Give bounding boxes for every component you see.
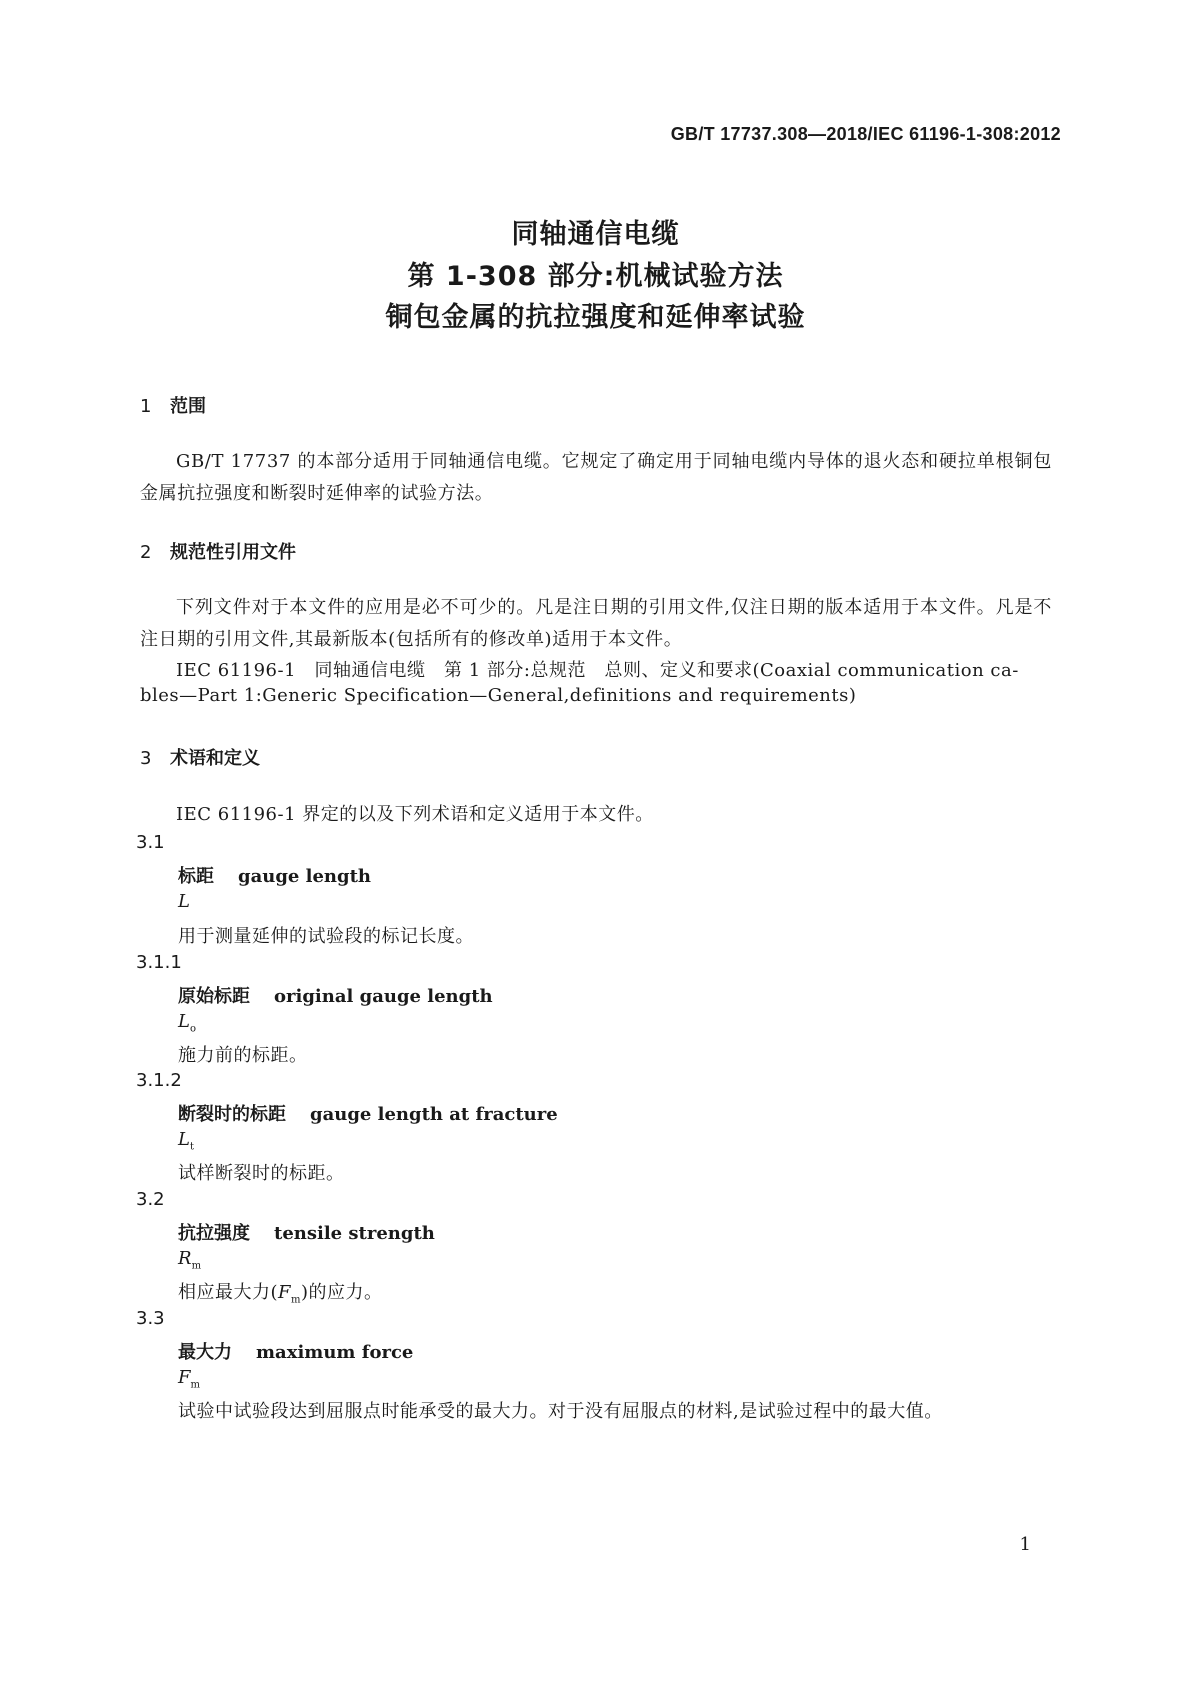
section-title: 规范性引用文件 — [170, 542, 296, 563]
term-symbol: $F_m$ — [178, 1367, 200, 1391]
term-number: 3.1.1 — [136, 952, 182, 973]
term-number: 3.3 — [136, 1308, 165, 1329]
page-number: 1 — [1019, 1534, 1031, 1555]
term-en: gauge length at fracture — [310, 1104, 558, 1125]
standard-number: GB/T 17737.308—2018/IEC 61196-1-308:2012 — [670, 124, 1061, 144]
title-line-3: 铜包金属的抗拉强度和延伸率试验 — [385, 302, 806, 333]
section-title: 术语和定义 — [170, 748, 260, 769]
title-line-2: 第 1-308 部分:机械试验方法 — [407, 261, 784, 292]
section-number: 1 — [140, 396, 152, 417]
term-number: 3.1.2 — [136, 1070, 182, 1091]
term-definition: 施力前的标距。 — [178, 1045, 308, 1066]
section-title: 范围 — [170, 396, 206, 417]
term-heading — [178, 862, 371, 888]
section-3-heading — [140, 744, 260, 770]
term-en: gauge length — [238, 866, 372, 887]
term-definition: 试样断裂时的标距。 — [178, 1163, 345, 1184]
reference-line-1: IEC 61196-1 同轴通信电缆 第 1 部分:总规范 总则、定义和要求(Coaxial communication ca- — [176, 660, 1019, 681]
title-line-1: 同轴通信电缆 — [511, 219, 680, 250]
section-number: 2 — [140, 542, 152, 563]
term-number: 3.2 — [136, 1189, 165, 1210]
term-symbol: $L_o$ — [178, 1011, 196, 1035]
section-1-paragraph: GB/T 17737 的本部分适用于同轴通信电缆。它规定了确定用于同轴电缆内导体的退火态和硬拉单根铜包金属抗拉强度和断裂时延伸率的试验方法。 — [140, 451, 1052, 504]
term-zh: 抗拉强度 — [178, 1223, 250, 1244]
term-heading — [178, 1100, 558, 1126]
term-number: 3.1 — [136, 832, 165, 853]
term-zh: 原始标距 — [178, 986, 250, 1007]
term-en: tensile strength — [274, 1223, 435, 1244]
term-en: maximum force — [256, 1342, 414, 1363]
term-zh: 最大力 — [178, 1342, 232, 1363]
term-en: original gauge length — [274, 986, 493, 1007]
term-symbol: L — [178, 891, 190, 912]
term-definition: 相应最大力$(F_m)$的应力。 — [178, 1282, 383, 1306]
section-number: 3 — [140, 748, 152, 769]
section-2-paragraph: 下列文件对于本文件的应用是必不可少的。凡是注日期的引用文件,仅注日期的版本适用于本文件。凡是不注日期的引用文件,其最新版本(包括所有的修改单)适用于本文件。 — [140, 597, 1052, 650]
term-zh: 断裂时的标距 — [178, 1104, 286, 1125]
term-symbol: $R_m$ — [178, 1248, 202, 1272]
term-heading — [178, 982, 493, 1008]
term-zh: 标距 — [178, 866, 214, 887]
term-definition: 试验中试验段达到屈服点时能承受的最大力。对于没有屈服点的材料,是试验过程中的最大值。 — [178, 1401, 943, 1422]
term-symbol: $L_t$ — [178, 1129, 194, 1153]
section-1-heading — [140, 392, 206, 418]
section-2-heading — [140, 538, 296, 564]
term-heading — [178, 1338, 413, 1364]
term-heading — [178, 1219, 435, 1245]
reference-line-2: bles—Part 1:Generic Specification—General,definitions and requirements) — [140, 685, 857, 706]
term-definition: 用于测量延伸的试验段的标记长度。 — [178, 926, 474, 947]
section-3-intro: IEC 61196-1 界定的以及下列术语和定义适用于本文件。 — [176, 804, 654, 825]
